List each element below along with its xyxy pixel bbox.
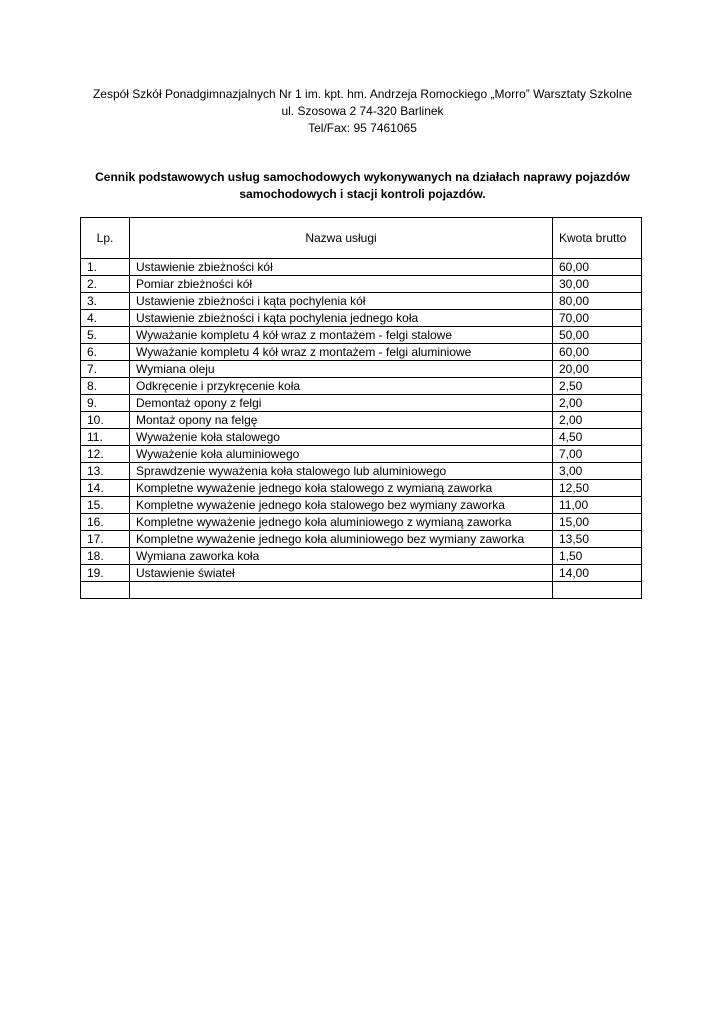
- table-row: [81, 480, 642, 497]
- price-cell: 13,50: [553, 531, 642, 548]
- table-row: [81, 412, 642, 429]
- service-name-cell: Wyważanie kompletu 4 kół wraz z montażem - felgi aluminiowe: [130, 344, 553, 361]
- row-number-cell: 16.: [81, 514, 130, 531]
- service-name-cell: Ustawienie świateł: [130, 565, 553, 582]
- column-header-lp: Lp.: [81, 218, 130, 259]
- price-cell: 80,00: [553, 293, 642, 310]
- table-row: [81, 514, 642, 531]
- service-name-cell: Sprawdzenie wyważenia koła stalowego lub aluminiowego: [130, 463, 553, 480]
- price-cell: 12,50: [553, 480, 642, 497]
- school-address: ul. Szosowa 2 74-320 Barlinek: [281, 104, 444, 118]
- row-number-cell: 17.: [81, 531, 130, 548]
- service-name-cell: Odkręcenie i przykręcenie koła: [130, 378, 553, 395]
- row-number-cell: 19.: [81, 565, 130, 582]
- price-cell: 70,00: [553, 310, 642, 327]
- row-number-cell: 15.: [81, 497, 130, 514]
- price-cell: 1,50: [553, 548, 642, 565]
- table-row: [81, 565, 642, 582]
- service-name-cell: Wymiana oleju: [130, 361, 553, 378]
- table-row: [81, 548, 642, 565]
- document-title: [0, 169, 725, 203]
- row-number-cell: 11.: [81, 429, 130, 446]
- table-row: [81, 582, 642, 599]
- table-header-row: [81, 218, 642, 259]
- price-cell: 3,00: [553, 463, 642, 480]
- row-number-cell: 10.: [81, 412, 130, 429]
- row-number-cell: 9.: [81, 395, 130, 412]
- price-cell: 15,00: [553, 514, 642, 531]
- price-cell: 7,00: [553, 446, 642, 463]
- table-row: [81, 446, 642, 463]
- service-name-cell: Pomiar zbieżności kół: [130, 276, 553, 293]
- price-cell: 2,50: [553, 378, 642, 395]
- row-number-cell: 13.: [81, 463, 130, 480]
- service-name-cell: Ustawienie zbieżności kół: [130, 259, 553, 276]
- service-name-cell: Montaż opony na felgę: [130, 412, 553, 429]
- title-line-1: Cennik podstawowych usług samochodowych wykonywanych na działach naprawy pojazdów: [95, 170, 630, 184]
- school-phone: Tel/Fax: 95 7461065: [308, 121, 417, 135]
- table-row: [81, 293, 642, 310]
- row-number-cell: [81, 582, 130, 599]
- service-name-cell: Ustawienie zbieżności i kąta pochylenia jednego koła: [130, 310, 553, 327]
- title-line-2: samochodowych i stacji kontroli pojazdów.: [239, 187, 486, 201]
- row-number-cell: 14.: [81, 480, 130, 497]
- service-name-cell: Wyważenie koła stalowego: [130, 429, 553, 446]
- row-number-cell: 4.: [81, 310, 130, 327]
- document-header: [0, 86, 725, 137]
- column-header-price: Kwota brutto: [553, 218, 642, 259]
- row-number-cell: 18.: [81, 548, 130, 565]
- column-header-name: Nazwa usługi: [130, 218, 553, 259]
- service-name-cell: Kompletne wyważenie jednego koła aluminiowego z wymianą zaworka: [130, 514, 553, 531]
- table-row: [81, 327, 642, 344]
- table-row: [81, 259, 642, 276]
- price-cell: 20,00: [553, 361, 642, 378]
- service-name-cell: Wyważanie kompletu 4 kół wraz z montażem - felgi stalowe: [130, 327, 553, 344]
- table-row: [81, 531, 642, 548]
- row-number-cell: 2.: [81, 276, 130, 293]
- service-name-cell: Wyważenie koła aluminiowego: [130, 446, 553, 463]
- table-row: [81, 310, 642, 327]
- price-cell: 60,00: [553, 344, 642, 361]
- table-body: [81, 259, 642, 599]
- row-number-cell: 5.: [81, 327, 130, 344]
- price-cell: 2,00: [553, 395, 642, 412]
- price-table: [80, 217, 642, 599]
- table-row: [81, 344, 642, 361]
- table-row: [81, 378, 642, 395]
- service-name-cell: Kompletne wyważenie jednego koła stalowego bez wymiany zaworka: [130, 497, 553, 514]
- price-cell: 30,00: [553, 276, 642, 293]
- table-row: [81, 463, 642, 480]
- table-row: [81, 361, 642, 378]
- price-cell: 2,00: [553, 412, 642, 429]
- table-row: [81, 429, 642, 446]
- school-name: Zespół Szkół Ponadgimnazjalnych Nr 1 im. kpt. hm. Andrzeja Romockiego „Morro” Warsztaty Szkolne: [92, 87, 633, 101]
- table-row: [81, 276, 642, 293]
- service-name-cell: Ustawienie zbieżności i kąta pochylenia kół: [130, 293, 553, 310]
- price-cell: 50,00: [553, 327, 642, 344]
- service-name-cell: Wymiana zaworka koła: [130, 548, 553, 565]
- service-name-cell: [130, 582, 553, 599]
- service-name-cell: Demontaż opony z felgi: [130, 395, 553, 412]
- price-cell: 4,50: [553, 429, 642, 446]
- table-row: [81, 497, 642, 514]
- price-cell: 14,00: [553, 565, 642, 582]
- row-number-cell: 8.: [81, 378, 130, 395]
- service-name-cell: Kompletne wyważenie jednego koła aluminiowego bez wymiany zaworka: [130, 531, 553, 548]
- row-number-cell: 1.: [81, 259, 130, 276]
- row-number-cell: 7.: [81, 361, 130, 378]
- price-cell: [553, 582, 642, 599]
- row-number-cell: 12.: [81, 446, 130, 463]
- table-row: [81, 395, 642, 412]
- row-number-cell: 3.: [81, 293, 130, 310]
- row-number-cell: 6.: [81, 344, 130, 361]
- price-cell: 60,00: [553, 259, 642, 276]
- service-name-cell: Kompletne wyważenie jednego koła stalowego z wymianą zaworka: [130, 480, 553, 497]
- price-cell: 11,00: [553, 497, 642, 514]
